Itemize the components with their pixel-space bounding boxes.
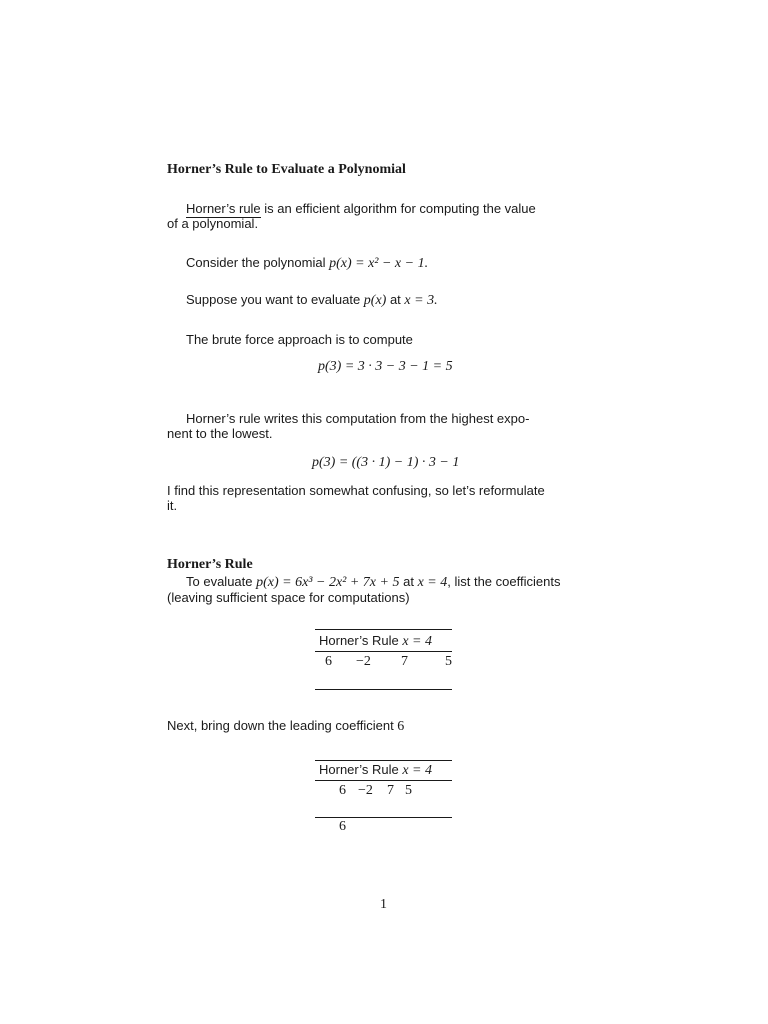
consider-math: p(x) = x² − x − 1. xyxy=(329,256,429,271)
subsection-title: Horner’s Rule xyxy=(167,557,253,572)
suppose-text2: at xyxy=(386,292,405,307)
intro-text-line2: of a polynomial. xyxy=(167,216,259,231)
evaluate-math1: p(x) = 6x³ − 2x² + 7x + 5 xyxy=(256,575,400,590)
brute-force-equation: p(3) = 3 · 3 − 3 − 1 = 5 xyxy=(318,359,453,374)
suppose-text: Suppose you want to evaluate xyxy=(186,292,364,307)
table2-header-text: Horner’s Rule xyxy=(319,762,403,777)
table2-coefficient: 7 xyxy=(387,783,394,798)
evaluate-text1: To evaluate xyxy=(186,574,257,589)
horner-writes-equation: p(3) = ((3 · 1) − 1) · 3 − 1 xyxy=(312,455,460,470)
table1-coefficient: 6 xyxy=(325,654,332,669)
table2-coefficient: −2 xyxy=(358,783,373,798)
horner-writes-paragraph xyxy=(167,411,601,441)
suppose-math2: x = 3. xyxy=(404,293,438,308)
table1-coefficient: 7 xyxy=(401,654,408,669)
horner-writes-line1: Horner’s rule writes this computation from the highest expo- xyxy=(186,411,530,426)
table2-bottom-rule xyxy=(315,817,452,818)
table2-header-math: x = 4 xyxy=(402,763,433,778)
table2-top-rule xyxy=(315,760,452,761)
table1-bottom-rule xyxy=(315,689,452,690)
table2-coefficient: 5 xyxy=(405,783,412,798)
brute-force-text: The brute force approach is to compute xyxy=(186,332,413,347)
next-math: 6 xyxy=(397,719,405,734)
table1-header-math: x = 4 xyxy=(402,634,433,649)
consider-line xyxy=(186,255,428,272)
table1-coefficient: −2 xyxy=(356,654,371,669)
next-line xyxy=(167,718,404,735)
suppose-math1: p(x) xyxy=(363,293,387,308)
next-text: Next, bring down the leading coefficient xyxy=(167,718,398,733)
evaluate-math2: x = 4 xyxy=(417,575,448,590)
table2-result: 6 xyxy=(339,819,346,834)
table2-header-rule xyxy=(315,780,452,781)
table1-header-rule xyxy=(315,651,452,652)
section-title: Horner’s Rule to Evaluate a Polynomial xyxy=(167,162,406,177)
table1-top-rule xyxy=(315,629,452,630)
intro-text-line1: is an efficient algorithm for computing the value xyxy=(260,201,536,216)
evaluate-line2: (leaving sufficient space for computations) xyxy=(167,590,410,605)
evaluate-paragraph xyxy=(167,574,607,605)
confusing-line1: I find this representation somewhat confusing, so let’s reformulate xyxy=(167,483,545,498)
table1-header xyxy=(319,633,432,650)
horner-writes-line2: nent to the lowest. xyxy=(167,426,273,441)
evaluate-text2: at xyxy=(399,574,418,589)
table2-coefficient: 6 xyxy=(339,783,346,798)
table1-header-text: Horner’s Rule xyxy=(319,633,403,648)
confusing-line2: it. xyxy=(167,498,178,513)
confusing-paragraph xyxy=(167,483,601,513)
table1-coefficient: 5 xyxy=(445,654,452,669)
consider-text: Consider the polynomial xyxy=(186,255,330,270)
table2-header xyxy=(319,762,432,779)
evaluate-text3: , list the coefficients xyxy=(447,574,561,589)
page-number: 1 xyxy=(380,897,387,912)
horners-rule-link[interactable]: Horner’s rule xyxy=(186,201,261,216)
intro-paragraph xyxy=(167,201,601,231)
suppose-line xyxy=(186,292,438,309)
